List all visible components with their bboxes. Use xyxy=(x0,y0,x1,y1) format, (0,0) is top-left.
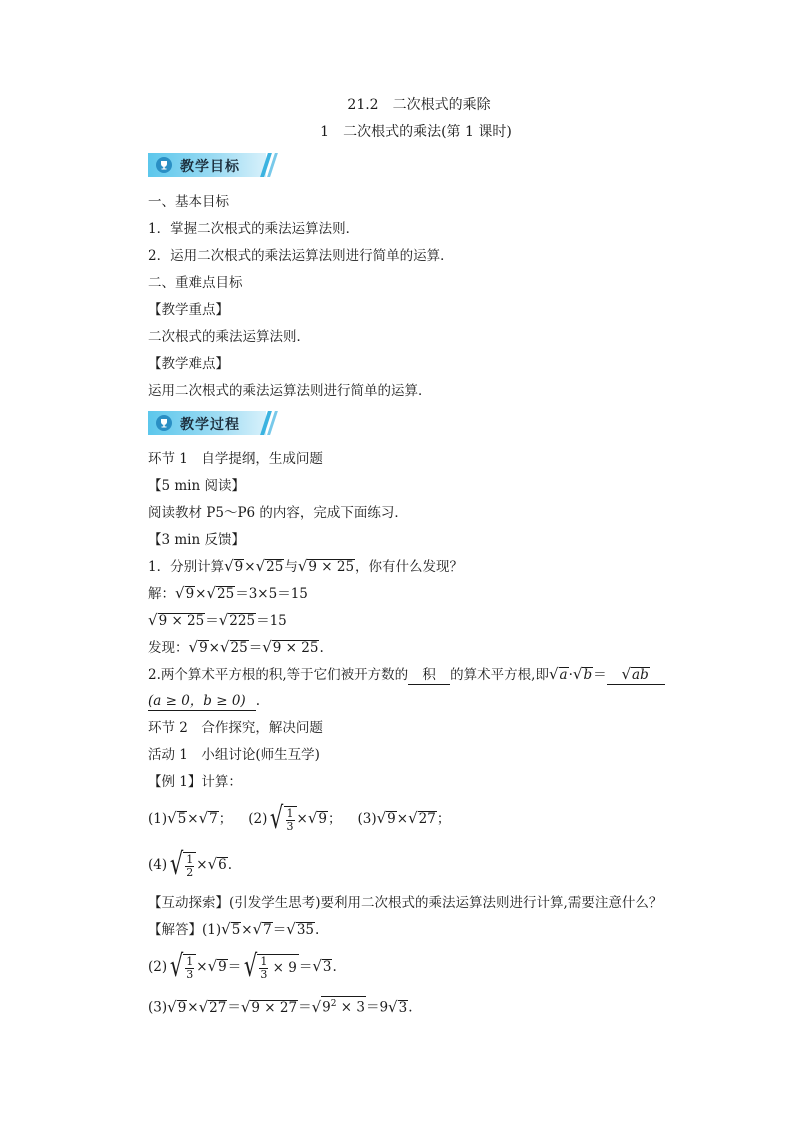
answer-line-2: (2) √ $\frac{1}{3}$ × √9 ＝ √ $\frac{1}{3}$ × 9 ＝ √3 . xyxy=(148,949,337,984)
solution-line-1: 解：√9×√25＝3×5＝15 xyxy=(148,584,308,602)
question-1: 1．分别计算√9×√25与√9 × 25，你有什么发现？ xyxy=(148,557,464,575)
basic-goal-1: 1．掌握二次根式的乘法运算法则． xyxy=(148,221,360,237)
answer-line-1: 【解答】(1)√5×√7＝√35. xyxy=(148,920,320,938)
basic-goal-2: 2．运用二次根式的乘法运算法则进行简单的运算． xyxy=(148,248,454,264)
read-text: 阅读教材 P5～P6 的内容，完成下面练习． xyxy=(148,505,408,521)
step2-heading: 环节 2 合作探究，解决问题 xyxy=(148,720,323,736)
example1-line: 【例 1】计算： xyxy=(148,774,242,790)
lesson-title: 1 二次根式的乘法(第 1 课时) xyxy=(320,124,512,140)
key-goal-heading: 二、重难点目标 xyxy=(148,275,243,291)
trophy-icon xyxy=(156,415,172,431)
answer-blank-2: √ab xyxy=(607,666,665,685)
explore-line: 【互动探索】(引发学生思考)要利用二次根式的乘法运算法则进行计算,需要注意什么？ xyxy=(148,895,663,911)
solution-line-2: √9 × 25＝√225＝15 xyxy=(148,611,287,629)
difficulty-text: 运用二次根式的乘法运算法则进行简单的运算． xyxy=(148,383,432,399)
answer-blank-1: 积 xyxy=(408,666,450,685)
process-banner xyxy=(148,411,272,435)
focus-text: 二次根式的乘法运算法则． xyxy=(148,329,310,345)
trophy-icon xyxy=(156,157,172,173)
discovery-line: 发现：√9×√25＝√9 × 25. xyxy=(148,638,324,656)
read-label: 【5 min 阅读】 xyxy=(148,478,245,494)
activity1-heading: 活动 1 小组讨论(师生互学) xyxy=(148,747,320,763)
question-2: 2.两个算术平方根的积,等于它们被开方数的 积 的算术平方根,即√a·√b＝ √ab xyxy=(148,666,665,685)
section-title: 21.2 二次根式的乘除 xyxy=(347,97,491,113)
step1-heading: 环节 1 自学提纲，生成问题 xyxy=(148,451,323,467)
goals-banner-label: 教学目标 xyxy=(180,159,240,175)
example1-items-row2: (4) √ $\frac{1}{2}$ × √6 . xyxy=(148,847,233,882)
answer-line-3: $(3)√9\times√27=√9 \times 27=√9^2 \times 3=9√3$. xyxy=(148,997,413,1016)
question-2-condition: (a ≥ 0，b ≥ 0) . xyxy=(148,693,260,709)
focus-label: 【教学重点】 xyxy=(148,302,229,318)
basic-goal-heading: 一、基本目标 xyxy=(148,194,229,210)
example1-items-row1: (1) √5 × √7 ； (2) √ $\frac{1}{3}$ × √9 ； (3) √9 × √27 ； xyxy=(148,801,451,836)
difficulty-label: 【教学难点】 xyxy=(148,356,229,372)
feedback-label: 【3 min 反馈】 xyxy=(148,532,245,548)
process-banner-label: 教学过程 xyxy=(180,417,240,433)
goals-banner xyxy=(148,153,272,177)
